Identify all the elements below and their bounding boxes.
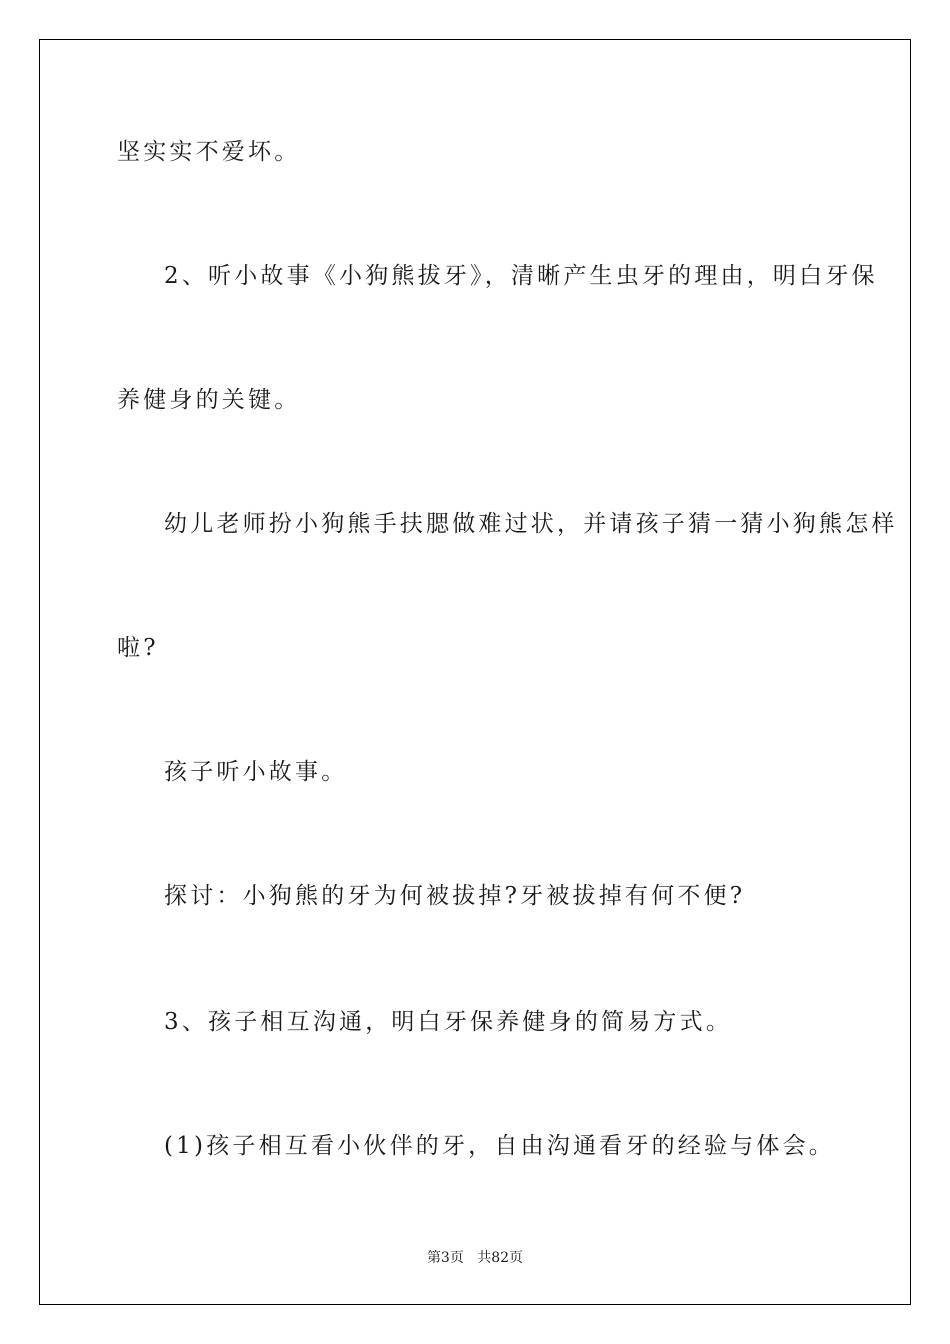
text-line-3: 养健身的关键。 bbox=[117, 387, 301, 413]
text-line-7: 探讨：小狗熊的牙为何被拔掉?牙被拔掉有何不便? bbox=[164, 883, 746, 909]
page-number: 第3页 bbox=[426, 1250, 464, 1266]
text-line-4: 幼儿老师扮小狗熊手扶腮做难过状，并请孩子猜一猜小狗熊怎样 bbox=[164, 511, 898, 537]
page-footer bbox=[0, 1247, 950, 1267]
text-line-9: (1)孩子相互看小伙伴的牙，自由沟通看牙的经验与体会。 bbox=[164, 1133, 835, 1159]
text-line-5: 啦? bbox=[117, 635, 159, 661]
text-line-6: 孩子听小故事。 bbox=[164, 759, 348, 785]
text-line-1: 坚实实不爱坏。 bbox=[117, 139, 301, 165]
text-line-8: 3、孩子相互沟通，明白牙保养健身的简易方式。 bbox=[164, 1009, 733, 1035]
page-border bbox=[39, 39, 911, 1305]
text-line-2: 2、听小故事《小狗熊拔牙》，清晰产生虫牙的理由，明白牙保 bbox=[164, 263, 878, 289]
page-total: 共82页 bbox=[477, 1250, 524, 1266]
